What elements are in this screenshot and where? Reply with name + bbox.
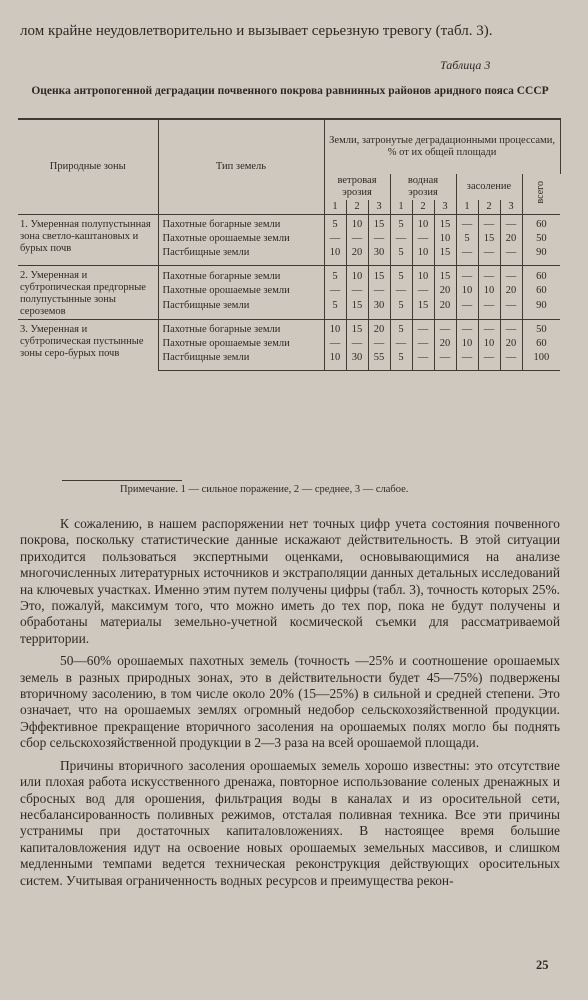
land-type-cell: Пахотные орошаемые земли xyxy=(158,284,324,299)
land-type-cell: Пастбищные земли xyxy=(158,299,324,320)
header-salinization: засоление xyxy=(456,174,522,200)
value-cell: 20 xyxy=(500,284,522,299)
value-cell: 5 xyxy=(324,215,346,233)
total-cell: 100 xyxy=(522,351,560,371)
value-cell: 15 xyxy=(434,246,456,266)
page-number: 25 xyxy=(536,958,549,972)
value-cell: — xyxy=(500,320,522,338)
value-cell: — xyxy=(412,232,434,246)
value-cell: 30 xyxy=(368,246,390,266)
subheader-cell: 3 xyxy=(368,200,390,215)
value-cell: — xyxy=(500,266,522,285)
subheader-cell: 3 xyxy=(434,200,456,215)
value-cell: — xyxy=(456,215,478,233)
value-cell: 15 xyxy=(412,299,434,320)
table-body xyxy=(18,215,560,371)
value-cell: — xyxy=(478,351,500,371)
value-cell: — xyxy=(390,337,412,351)
value-cell: 15 xyxy=(368,215,390,233)
value-cell: — xyxy=(412,351,434,371)
value-cell: — xyxy=(456,320,478,338)
value-cell: 5 xyxy=(390,215,412,233)
value-cell: — xyxy=(456,299,478,320)
value-cell: — xyxy=(456,246,478,266)
value-cell: — xyxy=(390,284,412,299)
value-cell: — xyxy=(346,337,368,351)
value-cell: 15 xyxy=(478,232,500,246)
value-cell: — xyxy=(434,351,456,371)
table-row xyxy=(18,266,560,285)
value-cell: — xyxy=(368,284,390,299)
value-cell: 10 xyxy=(324,320,346,338)
value-cell: 5 xyxy=(456,232,478,246)
total-cell: 60 xyxy=(522,337,560,351)
land-type-cell: Пахотные богарные земли xyxy=(158,320,324,338)
value-cell: 5 xyxy=(390,246,412,266)
value-cell: — xyxy=(456,351,478,371)
value-cell: 15 xyxy=(346,320,368,338)
table-caption: Оценка антропогенной деградации почвенного покрова равнинных районов аридного пояса СССР xyxy=(31,85,549,97)
body-text xyxy=(20,516,560,895)
value-cell: — xyxy=(324,232,346,246)
subheader-cell: 1 xyxy=(324,200,346,215)
subheader-cell: 3 xyxy=(500,200,522,215)
paragraph: 50—60% орошаемых пахотных земель (точность —25% и соотношение орошаемых земель в разных природных зонах, это в действительности будет 45—75%) подвержены вторичному засолению, в том числе около 20% (15—25%) в сильной и средней степени. Это означает, что на орошаемых землях огромный недобор сельскохозяйственной продукции. Эффективное прекращение вторичного засоления на орошаемых полях могло бы поднять сбор сельскохозяйственной продукции в 2—3 раза на всей орошаемой площади. xyxy=(20,653,560,751)
value-cell: — xyxy=(346,232,368,246)
value-cell: 30 xyxy=(346,351,368,371)
land-type-cell: Пахотные богарные земли xyxy=(158,266,324,285)
zone-cell: 2. Умеренная и субтропическая предгорные полупустынные зоны сероземов xyxy=(18,266,158,320)
land-type-cell: Пастбищные земли xyxy=(158,246,324,266)
value-cell: — xyxy=(368,337,390,351)
value-cell: 5 xyxy=(390,320,412,338)
value-cell: — xyxy=(324,284,346,299)
total-cell: 60 xyxy=(522,266,560,285)
zone-cell: 1. Умеренная полупустынная зона светло-каштановых и бурых почв xyxy=(18,215,158,266)
value-cell: 10 xyxy=(412,246,434,266)
table-note: Примечание. 1 — сильное поражение, 2 — среднее, 3 — слабое. xyxy=(120,484,409,495)
value-cell: 10 xyxy=(346,266,368,285)
value-cell: — xyxy=(478,215,500,233)
value-cell: 15 xyxy=(434,266,456,285)
value-cell: 15 xyxy=(434,215,456,233)
value-cell: — xyxy=(412,284,434,299)
value-cell: 20 xyxy=(500,337,522,351)
value-cell: 20 xyxy=(368,320,390,338)
paragraph: К сожалению, в нашем распоряжении нет точных цифр учета состояния почвенного покрова, поскольку статистические данные искажают действительность. В этой ситуации приходится пользоваться экспертными оценками, основывающимися на анализе многочисленных литературных источников и экстраполяции данных детальных исследований на ключевых участках. Именно этим путем получены цифры (табл. 3), точность которых 25%. Это, пожалуй, максимум того, что можно иметь до тех пор, пока не будут получены и обработаны материалы земельно-учетной космической съемки для рассматриваемой территории. xyxy=(20,516,560,646)
value-cell: 10 xyxy=(346,215,368,233)
value-cell: 5 xyxy=(324,299,346,320)
paragraph: Причины вторичного засоления орошаемых земель хорошо известны: это отсутствие или плохая работа искусственного дренажа, повторное использование соленых дренажных и сбросных вод для орошения, фильтрация воды в каналах и из оросительной сети, несбалансированность поливных режимов, отсталая поливная техника. Все эти причины устранимы при достаточных капиталовложениях. В настоящее время большие капиталовложения идут на освоение новых орошаемых земельных массивов, и слишком медленными темпами ведется техническая реконструкция действующих оросительных систем. Учитывая ограниченность водных ресурсов и преимущества рекон- xyxy=(20,757,560,888)
value-cell: — xyxy=(500,246,522,266)
land-type-cell: Пахотные орошаемые земли xyxy=(158,337,324,351)
value-cell: — xyxy=(368,232,390,246)
value-cell: 20 xyxy=(500,232,522,246)
value-cell: 15 xyxy=(368,266,390,285)
value-cell: 10 xyxy=(478,284,500,299)
value-cell: 30 xyxy=(368,299,390,320)
value-cell: — xyxy=(412,320,434,338)
subheader-cell: 1 xyxy=(390,200,412,215)
subheader-cell: 1 xyxy=(456,200,478,215)
value-cell: — xyxy=(478,320,500,338)
value-cell: 10 xyxy=(434,232,456,246)
total-cell: 60 xyxy=(522,215,560,233)
value-cell: — xyxy=(478,246,500,266)
value-cell: 15 xyxy=(346,299,368,320)
value-cell: — xyxy=(478,266,500,285)
value-cell: — xyxy=(500,215,522,233)
value-cell: 20 xyxy=(346,246,368,266)
land-type-cell: Пахотные орошаемые земли xyxy=(158,232,324,246)
value-cell: — xyxy=(500,299,522,320)
value-cell: 20 xyxy=(434,299,456,320)
value-cell: 5 xyxy=(390,351,412,371)
table-row xyxy=(18,320,560,338)
total-cell: 90 xyxy=(522,299,560,320)
value-cell: 5 xyxy=(390,299,412,320)
header-total: всего xyxy=(522,174,560,215)
header-affected: Земли, затронутые деградационными процессами, % от их общей площади xyxy=(324,119,560,174)
intro-text: лом крайне неудовлетворительно и вызывает серьезную тревогу (табл. 3). xyxy=(20,23,493,39)
value-cell: 55 xyxy=(368,351,390,371)
degradation-table xyxy=(18,118,561,371)
header-water-erosion: водная эрозия xyxy=(390,174,456,200)
value-cell: 5 xyxy=(390,266,412,285)
value-cell: — xyxy=(412,337,434,351)
value-cell: 10 xyxy=(478,337,500,351)
value-cell: — xyxy=(324,337,346,351)
header-land-type: Тип земель xyxy=(158,119,324,215)
zone-cell: 3. Умеренная и субтропическая пустынные зоны серо-бурых почв xyxy=(18,320,158,371)
value-cell: 10 xyxy=(456,337,478,351)
land-type-cell: Пахотные богарные земли xyxy=(158,215,324,233)
value-cell: — xyxy=(390,232,412,246)
value-cell: — xyxy=(434,320,456,338)
subheader-cell: 2 xyxy=(412,200,434,215)
value-cell: 10 xyxy=(412,215,434,233)
value-cell: 10 xyxy=(456,284,478,299)
value-cell: 20 xyxy=(434,284,456,299)
value-cell: 20 xyxy=(434,337,456,351)
note-rule xyxy=(62,480,182,481)
land-type-cell: Пастбищные земли xyxy=(158,351,324,371)
value-cell: — xyxy=(478,299,500,320)
value-cell: — xyxy=(500,351,522,371)
total-cell: 60 xyxy=(522,284,560,299)
table-label: Таблица 3 xyxy=(440,58,491,72)
value-cell: 10 xyxy=(412,266,434,285)
total-cell: 50 xyxy=(522,320,560,338)
subheader-cell: 2 xyxy=(478,200,500,215)
header-wind-erosion: ветровая эрозия xyxy=(324,174,390,200)
value-cell: 10 xyxy=(324,351,346,371)
value-cell: 10 xyxy=(324,246,346,266)
value-cell: — xyxy=(346,284,368,299)
value-cell: 5 xyxy=(324,266,346,285)
total-cell: 50 xyxy=(522,232,560,246)
header-zones: Природные зоны xyxy=(18,119,158,215)
table-row xyxy=(18,215,560,233)
subheader-cell: 2 xyxy=(346,200,368,215)
value-cell: — xyxy=(456,266,478,285)
total-cell: 90 xyxy=(522,246,560,266)
